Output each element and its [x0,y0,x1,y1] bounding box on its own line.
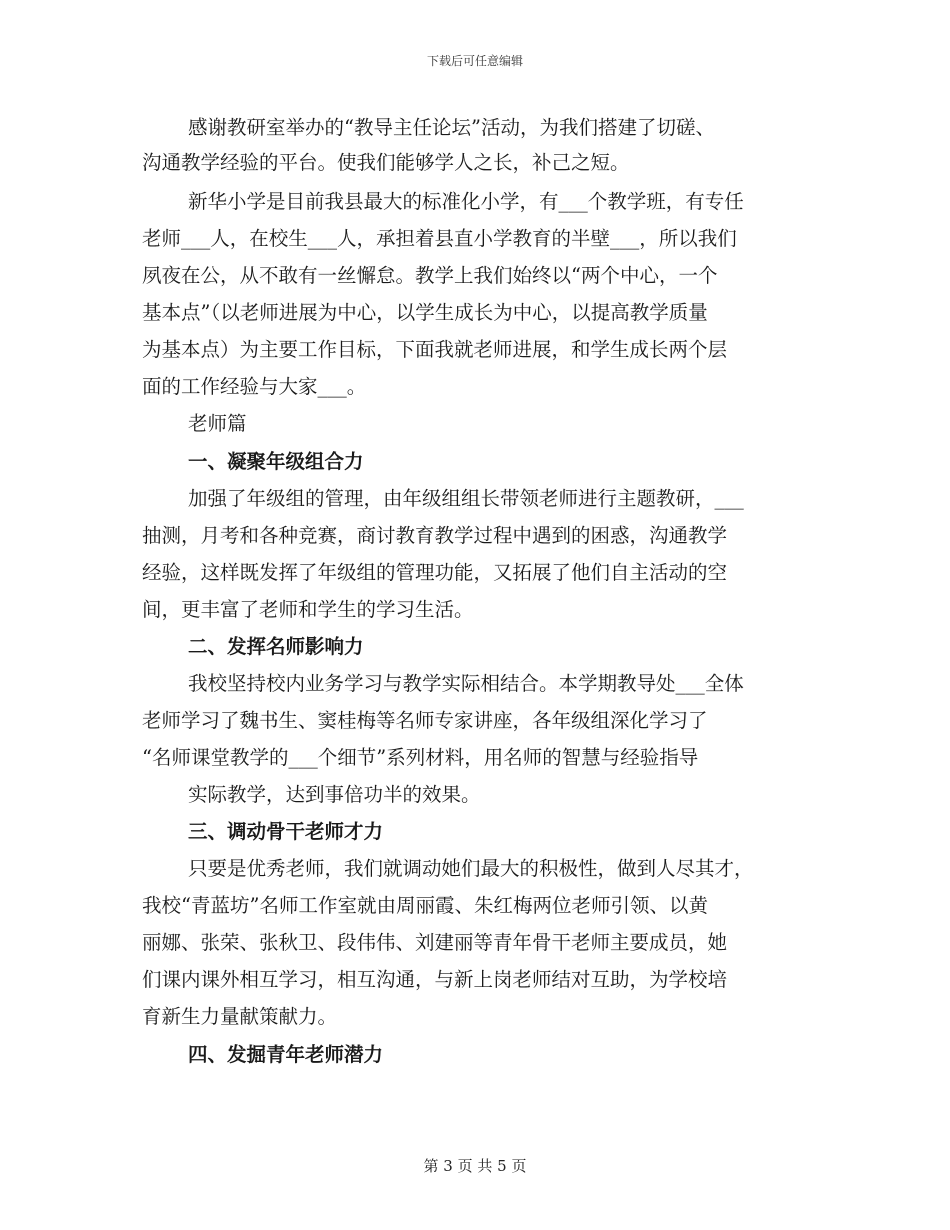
paragraph-line: 面的工作经验与大家___。 [142,375,367,398]
paragraph-line: 加强了年级组的管理，由年级组组长带领老师进行主题教研，___ [188,487,744,510]
paragraph-line: 育新生力量献策献力。 [142,1005,338,1028]
page-footer: 第 3 页 共 5 页 [423,1157,527,1175]
paragraph-line: “名师课堂教学的___个细节”系列材料，用名师的智慧与经验指导 [142,746,699,769]
section-label: 老师篇 [188,412,247,435]
paragraph-line: 们课内课外相互学习，相互沟通，与新上岗老师结对互助，为学校培 [142,968,728,991]
paragraph-line: 我校坚持校内业务学习与教学实际相结合。本学期教导处___全体 [188,672,744,695]
section-heading: 三、调动骨干老师才力 [188,820,384,843]
paragraph-line: 老师___人，在校生___人，承担着县直小学教育的半壁___，所以我们 [142,227,737,250]
paragraph-line: 间，更丰富了老师和学生的学习生活。 [142,598,474,621]
paragraph-line: 丽娜、张荣、张秋卫、段伟伟、刘建丽等青年骨干老师主要成员，她 [142,931,728,954]
paragraph-line: 实际教学，达到事倍功半的效果。 [188,783,481,806]
paragraph-line: 夙夜在公，从不敢有一丝懈怠。教学上我们始终以“两个中心，一个 [142,264,718,287]
paragraph-line: 基本点”（以老师进展为中心，以学生成长为中心，以提高教学质量 [142,301,708,324]
paragraph-line: 为基本点）为主要工作目标，下面我就老师进展，和学生成长两个层 [142,338,728,361]
paragraph-line: 老师学习了魏书生、窦桂梅等名师专家讲座，各年级组深化学习了 [142,709,708,732]
paragraph-line: 我校“青蓝坊”名师工作室就由周丽霞、朱红梅两位老师引领、以黄 [142,894,708,917]
paragraph-line: 抽测，月考和各种竞赛，商讨教育教学过程中遇到的困惑，沟通教学 [142,524,728,547]
paragraph-line: 新华小学是目前我县最大的标准化小学，有___个教学班，有专任 [188,190,744,213]
paragraph-line: 沟通教学经验的平台。使我们能够学人之长，补己之短。 [142,151,630,174]
paragraph-line: 只要是优秀老师，我们就调动她们最大的积极性，做到人尽其才， [188,857,754,880]
section-heading: 四、发掘青年老师潜力 [188,1043,384,1066]
section-heading: 一、凝聚年级组合力 [188,450,364,473]
header-note: 下载后可任意编辑 [426,54,523,68]
paragraph-line: 经验，这样既发挥了年级组的管理功能，又拓展了他们自主活动的空 [142,561,728,584]
paragraph-line: 感谢教研室举办的“教导主任论坛”活动，为我们搭建了切磋、 [188,116,715,139]
section-heading: 二、发挥名师影响力 [188,635,364,658]
